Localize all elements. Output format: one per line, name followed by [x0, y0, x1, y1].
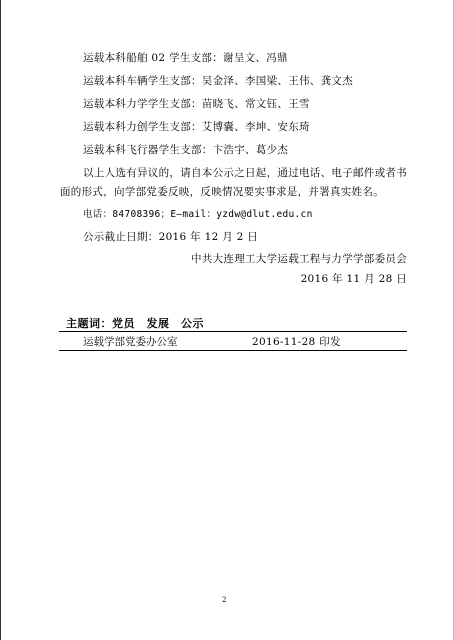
- divider: [59, 350, 407, 351]
- branch-line: 运载本科力学学生支部：苗晓飞、常文钰、王雪: [83, 98, 310, 110]
- branch-line: 运载本科飞行器学生支部：卞浩宇、葛少杰: [83, 144, 289, 156]
- branch-line: 运载本科船舶 02 学生支部：谢呈文、冯鼎: [83, 52, 288, 64]
- issuer: 运载学部党委办公室: [83, 336, 178, 348]
- divider: [59, 331, 407, 332]
- objection-text: 面的形式，向学部党委反映，反映情况要实事求是，并署真实姓名。: [60, 186, 384, 198]
- subject-keywords: 主题词：党员 发展 公示: [66, 317, 204, 330]
- issue-date: 2016-11-28 印发: [252, 336, 341, 348]
- page-number: 2: [222, 596, 227, 604]
- objection-text: 以上人选有异议的，请自本公示之日起，通过电话、电子邮件或者书: [83, 167, 407, 179]
- deadline-text: 公示截止日期：2016 年 12 月 2 日: [83, 231, 259, 243]
- contact-info: 电话：84708396；E—mail：yzdw@dlut.edu.cn: [83, 209, 313, 220]
- branch-line: 运载本科力创学生支部：艾博囊、李坤、安东琦: [83, 121, 310, 133]
- branch-line: 运载本科车辆学生支部：吴金泽、李国梁、王伟、龚文杰: [83, 75, 353, 87]
- signature-date: 2016 年 11 月 28 日: [300, 273, 407, 285]
- page-edge: [0, 0, 1, 640]
- signature-org: 中共大连理工大学运载工程与力学学部委员会: [191, 253, 407, 265]
